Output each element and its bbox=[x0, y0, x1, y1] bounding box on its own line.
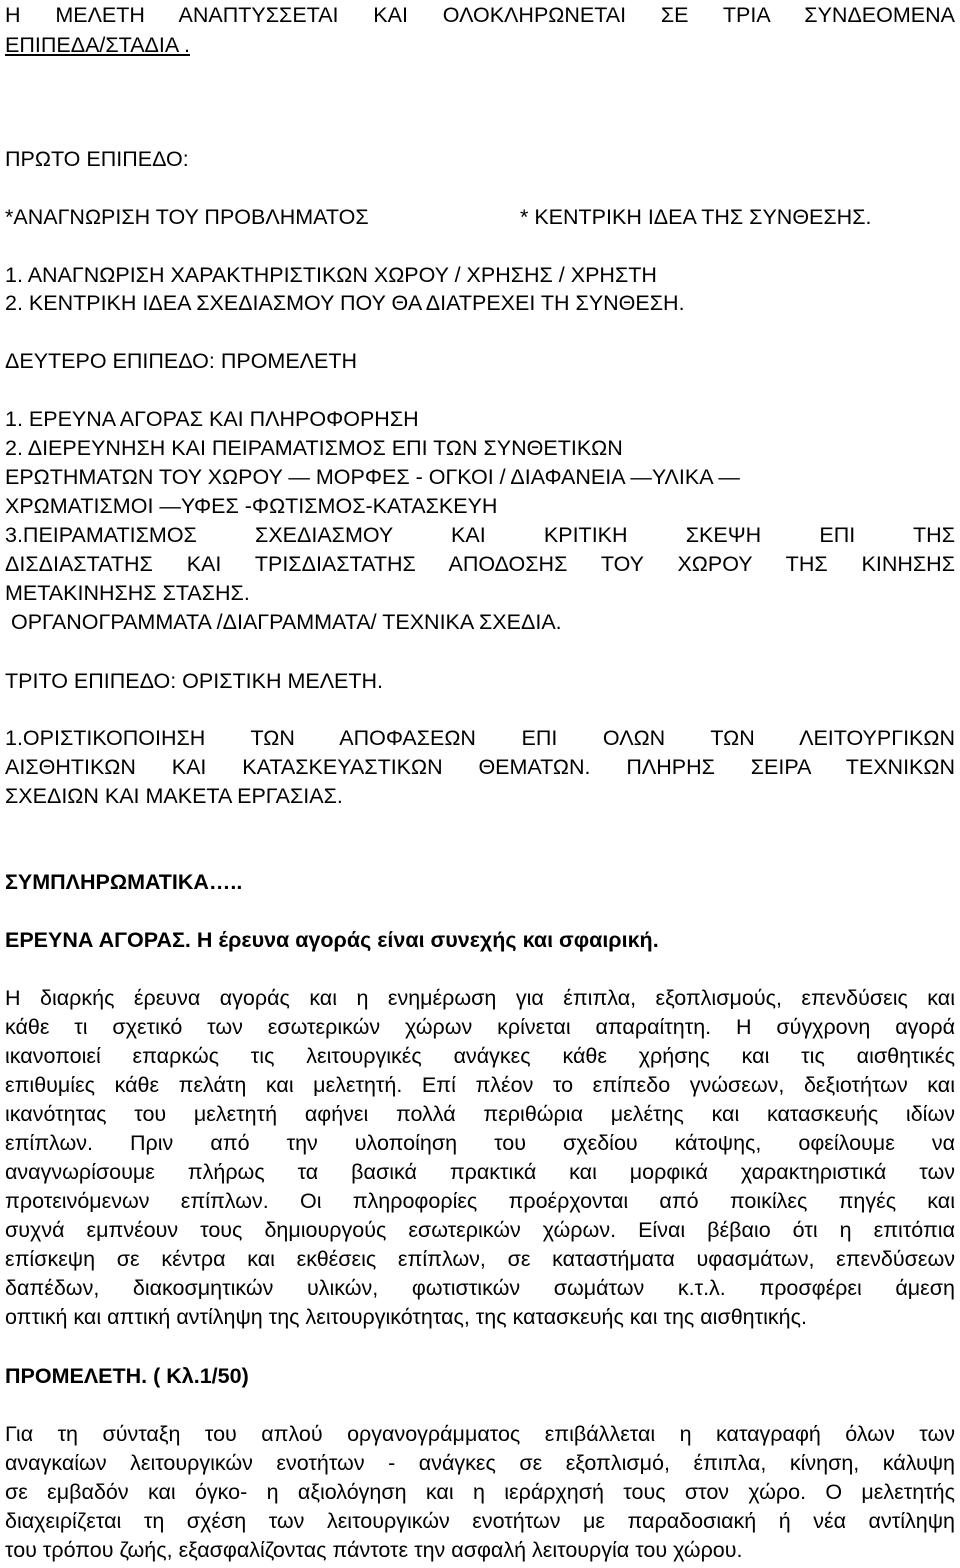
premelete-paragraph-line: του τρόπου ζωής, εξασφαλίζοντας πάντοτε την ασφαλή λειτουργία του χώρου. bbox=[5, 1538, 743, 1562]
premelete-paragraph-line: αναγκαίων λειτουργικών ενοτήτων - ανάγκες σε εξοπλισμό, έπιπλα, κίνηση, κάλυψη bbox=[5, 1451, 955, 1475]
level1-columns bbox=[5, 204, 955, 230]
market-paragraph-line: ικανοποιεί επαρκώς τις λειτουργικές ανάγκες κάθε χρήσης και τις αισθητικές bbox=[5, 1044, 955, 1068]
market-research-heading: ΕΡΕΥΝΑ ΑΓΟΡΑΣ. Η έρευνα αγοράς είναι συνεχής και σφαιρική. bbox=[5, 928, 659, 952]
level2-item-2-line-3: ΧΡΩΜΑΤΙΣΜΟΙ —ΥΦΕΣ -ΦΩΤΙΣΜΟΣ-ΚΑΤΑΣΚΕΥΗ bbox=[5, 494, 498, 518]
level2-item-3-line-1: 3.ΠΕΙΡΑΜΑΤΙΣΜΟΣ ΣΧΕΔΙΑΣΜΟΥ ΚΑΙ ΚΡΙΤΙΚΗ ΣΚΕΨΗ ΕΠΙ ΤΗΣ bbox=[5, 523, 955, 547]
level1-item-1: 1. ΑΝΑΓΝΩΡΙΣΗ ΧΑΡΑΚΤΗΡΙΣΤΙΚΩΝ ΧΩΡΟΥ / ΧΡΗΣΗΣ / ΧΡΗΣΤΗ bbox=[5, 263, 657, 287]
level1-col-right: * ΚΕΝΤΡΙΚΗ ΙΔΕΑ ΤΗΣ ΣΥΝΘΕΣΗΣ. bbox=[520, 205, 872, 229]
market-paragraph-line: αναγνωρίσουμε πλήρως τα βασικά πρακτικά και μορφικά χαρακτηριστικά των bbox=[5, 1160, 955, 1184]
market-paragraph-line: οπτική και απτική αντίληψη της λειτουργικότητας, της κατασκευής και της αισθητικής. bbox=[5, 1305, 807, 1329]
level1-col-left: *ΑΝΑΓΝΩΡΙΣΗ ΤΟΥ ΠΡΟΒΛΗΜΑΤΟΣ bbox=[5, 205, 369, 229]
level2-heading: ΔΕΥΤΕΡΟ ΕΠΙΠΕΔΟ: ΠΡΟΜΕΛΕΤΗ bbox=[5, 349, 358, 373]
premelete-paragraph-line: διαχειρίζεται τη σχέση των λειτουργικών ενοτήτων με παραδοσιακή ή νέα αντίληψη bbox=[5, 1509, 955, 1533]
level1-heading: ΠΡΩΤΟ ΕΠΙΠΕΔΟ: bbox=[5, 147, 189, 171]
market-paragraph-line: επίπλων. Πριν από την υλοποίηση του σχεδίου κάτοψης, οφείλουμε να bbox=[5, 1131, 955, 1155]
market-paragraph-line: δαπέδων, διακοσμητικών υλικών, φωτιστικών σωμάτων κ.τ.λ. προσφέρει άμεση bbox=[5, 1276, 955, 1300]
intro-line-1: Η ΜΕΛΕΤΗ ΑΝΑΠΤΥΣΣΕΤΑΙ ΚΑΙ ΟΛΟΚΛΗΡΩΝΕΤΑΙ ΣΕ ΤΡΙΑ ΣΥΝΔΕΟΜΕΝΑ bbox=[5, 3, 955, 27]
premelete-heading: ΠΡΟΜΕΛΕΤΗ. ( Κλ.1/50) bbox=[5, 1364, 249, 1388]
premelete-paragraph-line: σε εμβαδόν και όγκο- η αξιολόγηση και η ιεράρχησή τους στον χώρο. Ο μελετητής bbox=[5, 1480, 955, 1504]
level2-item-1: 1. ΕΡΕΥΝΑ ΑΓΟΡΑΣ ΚΑΙ ΠΛΗΡΟΦΟΡΗΣΗ bbox=[5, 407, 419, 431]
level3-heading: ΤΡΙΤΟ ΕΠΙΠΕΔΟ: ΟΡΙΣΤΙΚΗ ΜΕΛΕΤΗ. bbox=[5, 669, 384, 693]
level2-item-2-line-2: ΕΡΩΤΗΜΑΤΩΝ ΤΟΥ ΧΩΡΟΥ — ΜΟΡΦΕΣ - ΟΓΚΟΙ / ΔΙΑΦΑΝΕΙΑ —ΥΛΙΚΑ — bbox=[5, 465, 740, 489]
level2-item-2-line-1: 2. ΔΙΕΡΕΥΝΗΣΗ ΚΑΙ ΠΕΙΡΑΜΑΤΙΣΜΟΣ ΕΠΙ ΤΩΝ ΣΥΝΘΕΤΙΚΩΝ bbox=[5, 436, 623, 460]
level1-item-2: 2. ΚΕΝΤΡΙΚΗ ΙΔΕΑ ΣΧΕΔΙΑΣΜΟΥ ΠΟΥ ΘΑ ΔΙΑΤΡΕΧΕΙ ΤΗ ΣΥΝΘΕΣΗ. bbox=[5, 291, 685, 315]
market-paragraph-line: προτεινόμενων επίπλων. Οι πληροφορίες προέρχονται από ποικίλες πηγές και bbox=[5, 1189, 955, 1213]
level2-item-3-line-2: ΔΙΣΔΙΑΣΤΑΤΗΣ ΚΑΙ ΤΡΙΣΔΙΑΣΤΑΤΗΣ ΑΠΟΔΟΣΗΣ ΤΟΥ ΧΩΡΟΥ ΤΗΣ ΚΙΝΗΣΗΣ bbox=[5, 552, 955, 576]
market-paragraph-line: επιθυμίες κάθε πελάτη και μελετητή. Επί πλέον το επίπεδο γνώσεων, δεξιοτήτων και bbox=[5, 1073, 955, 1097]
market-paragraph-line: συχνά εμπνέουν τους δημιουργούς εσωτερικών χώρων. Είναι βέβαιο ότι η επιτόπια bbox=[5, 1218, 955, 1242]
market-paragraph-line: ικανότητας του μελετητή αφήνει πολλά περιθώρια μελέτης και κατασκευής ιδίων bbox=[5, 1102, 955, 1126]
level3-item-1-line-3: ΣΧΕΔΙΩΝ ΚΑΙ ΜΑΚΕΤΑ ΕΡΓΑΣΙΑΣ. bbox=[5, 784, 343, 808]
level2-item-3-line-3: ΜΕΤΑΚΙΝΗΣΗΣ ΣΤΑΣΗΣ. bbox=[5, 581, 250, 605]
intro-line-2 bbox=[5, 32, 955, 58]
level3-item-1-line-2: ΑΙΣΘΗΤΙΚΩΝ ΚΑΙ ΚΑΤΑΣΚΕΥΑΣΤΙΚΩΝ ΘΕΜΑΤΩΝ. ΠΛΗΡΗΣ ΣΕΙΡΑ ΤΕΧΝΙΚΩΝ bbox=[5, 755, 955, 779]
market-paragraph-line: κάθε τι σχετικό των εσωτερικών χώρων κρίνεται απαραίτητη. Η σύγχρονη αγορά bbox=[5, 1015, 955, 1039]
market-paragraph-line: Η διαρκής έρευνα αγοράς και η ενημέρωση για έπιπλα, εξοπλισμούς, επενδύσεις και bbox=[5, 986, 955, 1010]
intro-stages-text: ΕΠΙΠΕΔΑ/ΣΤΑΔΙΑ . bbox=[5, 33, 190, 57]
level3-item-1-line-1: 1.ΟΡΙΣΤΙΚΟΠΟΙΗΣΗ ΤΩΝ ΑΠΟΦΑΣΕΩΝ ΕΠΙ ΟΛΩΝ ΤΩΝ ΛΕΙΤΟΥΡΓΙΚΩΝ bbox=[5, 726, 955, 750]
level2-item-4: ΟΡΓΑΝΟΓΡΑΜΜΑΤΑ /ΔΙΑΓΡΑΜΜΑΤΑ/ ΤΕΧΝΙΚΑ ΣΧΕΔΙΑ. bbox=[5, 610, 562, 634]
market-paragraph-line: επίσκεψη σε κέντρα και εκθέσεις επίπλων, σε καταστήματα υφασμάτων, επενδύσεων bbox=[5, 1247, 955, 1271]
premelete-paragraph-line: Για τη σύνταξη του απλού οργανογράμματος επιβάλλεται η καταγραφή όλων των bbox=[5, 1422, 955, 1446]
supplementary-heading: ΣΥΜΠΛΗΡΩΜΑΤΙΚΑ….. bbox=[5, 870, 243, 894]
